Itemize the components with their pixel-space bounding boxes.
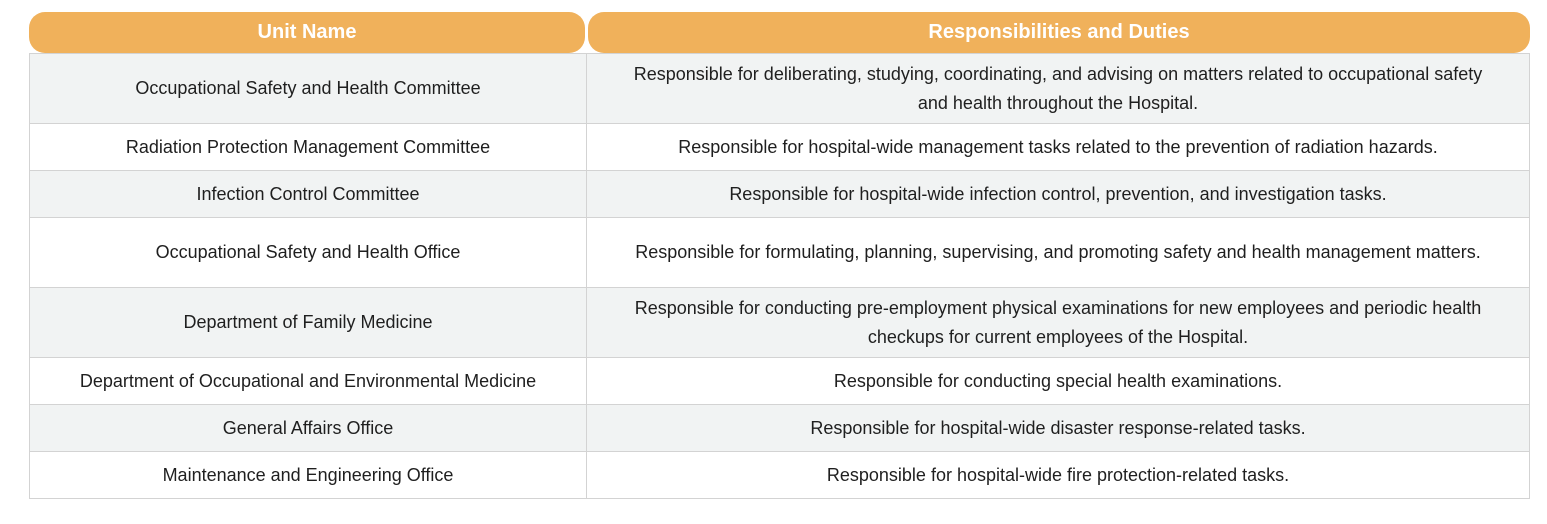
table-row: [30, 404, 1529, 451]
table-row: [30, 451, 1529, 498]
duty-cell: Responsible for hospital-wide infection control, prevention, and investigation tasks.: [729, 183, 1387, 204]
unit-name-cell: General Affairs Office: [30, 405, 587, 451]
responsibilities-table: [29, 12, 1530, 499]
header-unit-name: Unit Name: [29, 12, 585, 53]
table-row: [30, 287, 1529, 357]
unit-name-cell: Occupational Safety and Health Committee: [30, 54, 587, 123]
table-row: [30, 53, 1529, 123]
table-row: [30, 357, 1529, 404]
table-row: [30, 217, 1529, 287]
duty-cell: Responsible for hospital-wide fire protection-related tasks.: [826, 464, 1290, 485]
table-body: [29, 53, 1530, 499]
unit-name-cell: Radiation Protection Management Committee: [30, 124, 587, 170]
unit-name-cell: Occupational Safety and Health Office: [30, 218, 587, 287]
duty-cell: Responsible for conducting pre-employment physical examinations for new employees and periodic health checkups for current employees of the Hospital.: [634, 297, 1482, 347]
duty-cell: Responsible for formulating, planning, supervising, and promoting safety and health management matters.: [635, 242, 1481, 262]
duty-cell: Responsible for deliberating, studying, coordinating, and advising on matters related to occupational safety and health throughout the Hospital.: [633, 63, 1483, 113]
table-row: [30, 170, 1529, 217]
unit-name-cell: Department of Occupational and Environmental Medicine: [30, 358, 587, 404]
unit-name-cell: Infection Control Committee: [30, 171, 587, 217]
header-responsibilities: Responsibilities and Duties: [588, 12, 1530, 53]
unit-name-cell: Maintenance and Engineering Office: [30, 452, 587, 498]
unit-name-cell: Department of Family Medicine: [30, 288, 587, 357]
table-row: [30, 123, 1529, 170]
duty-cell: Responsible for hospital-wide management tasks related to the prevention of radiation hazards.: [678, 136, 1438, 157]
duty-cell: Responsible for conducting special health examinations.: [833, 370, 1283, 391]
table-header: [29, 12, 1530, 53]
duty-cell: Responsible for hospital-wide disaster response-related tasks.: [810, 417, 1306, 438]
